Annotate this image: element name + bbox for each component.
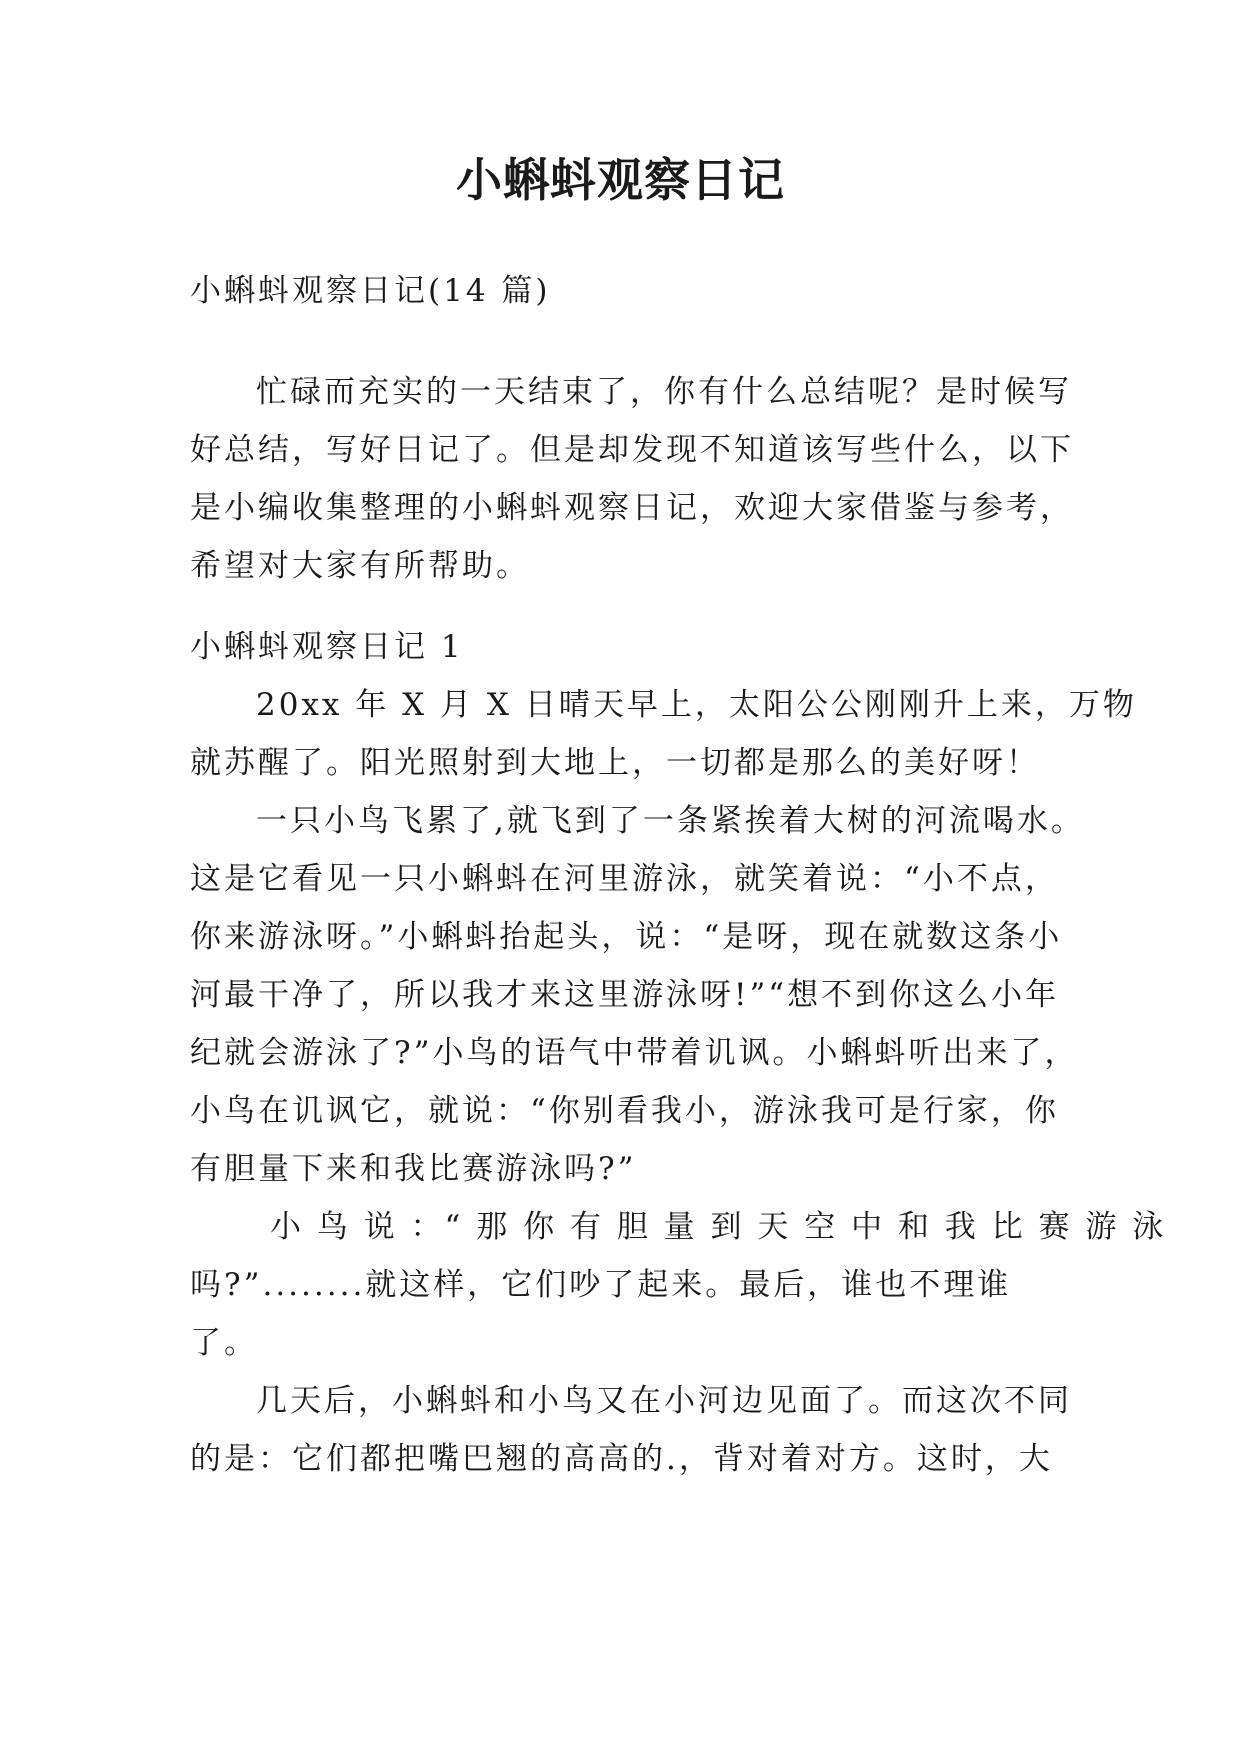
intro-paragraph [190, 363, 1074, 595]
paragraph-line: 有胆量下来和我比赛游泳吗?” [190, 1151, 637, 1187]
subtitle-text: 小蝌蚪观察日记(14 篇) [190, 273, 551, 309]
paragraph-line: 20xx 年 X 月 X 日晴天早上，太阳公公刚刚升上来，万物 [256, 687, 1137, 723]
paragraph-4 [190, 1372, 1072, 1488]
intro-line: 希望对大家有所帮助。 [190, 548, 530, 584]
paragraph-line: 一只小鸟飞累了,就飞到了一条紧挨着大树的河流喝水。 [256, 803, 1085, 839]
section-heading [190, 618, 1055, 676]
paragraph-line: 你来游泳呀。”小蝌蚪抬起头，说：“是呀，现在就数这条小 [190, 919, 1063, 955]
paragraph-3 [190, 1198, 1167, 1372]
intro-line: 好总结，写好日记了。但是却发现不知道该写些什么，以下 [190, 432, 1074, 468]
paragraph-line: 的是：它们都把嘴巴翘的高高的.，背对着对方。这时，大 [190, 1441, 1053, 1477]
paragraph-line: 这是它看见一只小蝌蚪在河里游泳，就笑着说：“小不点， [190, 861, 1059, 897]
paragraph-line: 就苏醒了。阳光照射到大地上，一切都是那么的美好呀！ [190, 745, 1040, 781]
paragraph-line: 河最干净了，所以我才来这里游泳呀!”“想不到你这么小年 [190, 977, 1060, 1013]
paragraph-1 [190, 676, 1137, 792]
intro-line: 忙碌而充实的一天结束了，你有什么总结呢？是时候写 [256, 374, 1072, 410]
paragraph-line: 了。 [190, 1325, 258, 1361]
intro-line: 是小编收集整理的小蝌蚪观察日记，欢迎大家借鉴与参考， [190, 490, 1074, 526]
document-subtitle [190, 262, 1055, 320]
paragraph-2 [190, 792, 1085, 1198]
paragraph-line: 小鸟在讥讽它，就说：“你别看我小，游泳我可是行家，你 [190, 1093, 1059, 1129]
document-title: 小蝌蚪观察日记 [456, 153, 785, 207]
paragraph-line: 小 鸟 说 ：“ 那 你 有 胆 量 到 天 空 中 和 我 比 赛 游 泳 [270, 1209, 1167, 1245]
paragraph-line: 吗?”........就这样，它们吵了起来。最后，谁也不理谁 [190, 1267, 1012, 1303]
paragraph-line: 几天后，小蝌蚪和小鸟又在小河边见面了。而这次不同 [256, 1383, 1072, 1419]
section-heading-text: 小蝌蚪观察日记 1 [190, 629, 464, 665]
paragraph-line: 纪就会游泳了?”小鸟的语气中带着讥讽。小蝌蚪听出来了， [190, 1035, 1079, 1071]
